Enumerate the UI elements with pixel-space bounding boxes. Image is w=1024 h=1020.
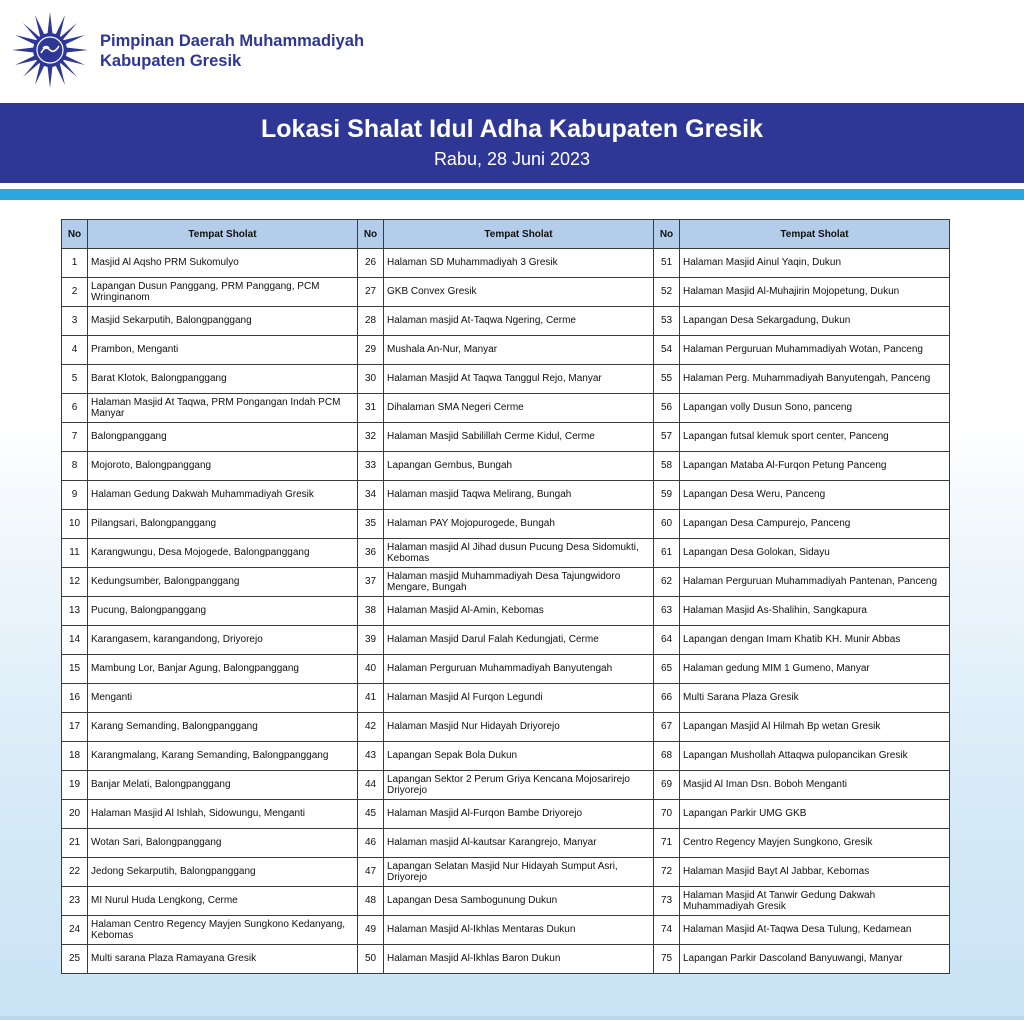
row-number: 74 xyxy=(654,916,680,945)
prayer-location: Halaman Masjid Ainul Yaqin, Dukun xyxy=(680,249,950,278)
table-row xyxy=(62,481,950,510)
prayer-location: Halaman Masjid Al-Furqon Bambe Driyorejo xyxy=(384,800,654,829)
table-row xyxy=(62,336,950,365)
table-row xyxy=(62,452,950,481)
row-number: 11 xyxy=(62,539,88,568)
prayer-location: Lapangan Mushollah Attaqwa pulopancikan Gresik xyxy=(680,742,950,771)
prayer-location: Lapangan Gembus, Bungah xyxy=(384,452,654,481)
prayer-location: Halaman Centro Regency Mayjen Sungkono Kedanyang, Kebomas xyxy=(88,916,358,945)
row-number: 27 xyxy=(358,278,384,307)
table-row xyxy=(62,307,950,336)
row-number: 66 xyxy=(654,684,680,713)
row-number: 65 xyxy=(654,655,680,684)
table-body xyxy=(62,249,950,974)
row-number: 38 xyxy=(358,597,384,626)
row-number: 8 xyxy=(62,452,88,481)
row-number: 7 xyxy=(62,423,88,452)
row-number: 60 xyxy=(654,510,680,539)
row-number: 39 xyxy=(358,626,384,655)
column-header-place: Tempat Sholat xyxy=(88,220,358,249)
prayer-location: Karangwungu, Desa Mojogede, Balongpanggang xyxy=(88,539,358,568)
prayer-location: Menganti xyxy=(88,684,358,713)
column-header-no: No xyxy=(654,220,680,249)
prayer-location: Halaman Perguruan Muhammadiyah Wotan, Panceng xyxy=(680,336,950,365)
prayer-location: Lapangan Desa Campurejo, Panceng xyxy=(680,510,950,539)
prayer-location: Pucung, Balongpanggang xyxy=(88,597,358,626)
row-number: 32 xyxy=(358,423,384,452)
prayer-location: Kedungsumber, Balongpanggang xyxy=(88,568,358,597)
column-header-no: No xyxy=(62,220,88,249)
prayer-location: Karangmalang, Karang Semanding, Balongpanggang xyxy=(88,742,358,771)
row-number: 40 xyxy=(358,655,384,684)
prayer-location: Karang Semanding, Balongpanggang xyxy=(88,713,358,742)
table-row xyxy=(62,278,950,307)
table-row xyxy=(62,713,950,742)
row-number: 62 xyxy=(654,568,680,597)
prayer-location: Multi Sarana Plaza Gresik xyxy=(680,684,950,713)
organization-name xyxy=(100,31,364,71)
table-row xyxy=(62,568,950,597)
row-number: 30 xyxy=(358,365,384,394)
table-row xyxy=(62,423,950,452)
row-number: 37 xyxy=(358,568,384,597)
prayer-location: Wotan Sari, Balongpanggang xyxy=(88,829,358,858)
row-number: 64 xyxy=(654,626,680,655)
prayer-location: Lapangan dengan Imam Khatib KH. Munir Abbas xyxy=(680,626,950,655)
location-table xyxy=(61,219,950,974)
row-number: 35 xyxy=(358,510,384,539)
row-number: 29 xyxy=(358,336,384,365)
prayer-location: Masjid Sekarputih, Balongpanggang xyxy=(88,307,358,336)
prayer-location: Lapangan Desa Golokan, Sidayu xyxy=(680,539,950,568)
prayer-location: Masjid Al Iman Dsn. Boboh Menganti xyxy=(680,771,950,800)
prayer-location: Lapangan Dusun Panggang, PRM Panggang, PCM Wringinanom xyxy=(88,278,358,307)
table-row xyxy=(62,626,950,655)
row-number: 22 xyxy=(62,858,88,887)
prayer-location: Halaman masjid Muhammadiyah Desa Tajungwidoro Mengare, Bungah xyxy=(384,568,654,597)
prayer-location: Karangasem, karangandong, Driyorejo xyxy=(88,626,358,655)
prayer-location: Halaman Masjid As-Shalihin, Sangkapura xyxy=(680,597,950,626)
prayer-location: Halaman PAY Mojopurogede, Bungah xyxy=(384,510,654,539)
row-number: 45 xyxy=(358,800,384,829)
table-row xyxy=(62,945,950,974)
prayer-location: Masjid Al Aqsho PRM Sukomulyo xyxy=(88,249,358,278)
row-number: 6 xyxy=(62,394,88,423)
row-number: 70 xyxy=(654,800,680,829)
row-number: 44 xyxy=(358,771,384,800)
org-line-1: Pimpinan Daerah Muhammadiyah xyxy=(100,32,365,50)
row-number: 13 xyxy=(62,597,88,626)
row-number: 72 xyxy=(654,858,680,887)
prayer-location: Dihalaman SMA Negeri Cerme xyxy=(384,394,654,423)
prayer-location: Multi sarana Plaza Ramayana Gresik xyxy=(88,945,358,974)
row-number: 24 xyxy=(62,916,88,945)
prayer-location: Halaman gedung MIM 1 Gumeno, Manyar xyxy=(680,655,950,684)
prayer-location: Halaman masjid Al Jihad dusun Pucung Desa Sidomukti, Kebomas xyxy=(384,539,654,568)
accent-stripe xyxy=(0,189,1024,200)
prayer-location: Banjar Melati, Balongpanggang xyxy=(88,771,358,800)
row-number: 34 xyxy=(358,481,384,510)
row-number: 71 xyxy=(654,829,680,858)
prayer-location: Pilangsari, Balongpanggang xyxy=(88,510,358,539)
header xyxy=(0,0,1024,103)
prayer-location: Mambung Lor, Banjar Agung, Balongpanggang xyxy=(88,655,358,684)
column-header-place: Tempat Sholat xyxy=(680,220,950,249)
row-number: 5 xyxy=(62,365,88,394)
row-number: 25 xyxy=(62,945,88,974)
row-number: 73 xyxy=(654,887,680,916)
table-row xyxy=(62,771,950,800)
row-number: 9 xyxy=(62,481,88,510)
prayer-location: Halaman masjid Al-kautsar Karangrejo, Manyar xyxy=(384,829,654,858)
row-number: 61 xyxy=(654,539,680,568)
table-row xyxy=(62,655,950,684)
page-title: Lokasi Shalat Idul Adha Kabupaten Gresik xyxy=(261,115,763,143)
row-number: 67 xyxy=(654,713,680,742)
table-row xyxy=(62,829,950,858)
prayer-location: Halaman Masjid Al Ishlah, Sidowungu, Menganti xyxy=(88,800,358,829)
prayer-location: Lapangan Masjid Al Hilmah Bp wetan Gresik xyxy=(680,713,950,742)
prayer-location: Lapangan futsal klemuk sport center, Panceng xyxy=(680,423,950,452)
row-number: 1 xyxy=(62,249,88,278)
row-number: 19 xyxy=(62,771,88,800)
table-row xyxy=(62,858,950,887)
row-number: 20 xyxy=(62,800,88,829)
table-row xyxy=(62,597,950,626)
table-row xyxy=(62,684,950,713)
column-header-no: No xyxy=(358,220,384,249)
row-number: 59 xyxy=(654,481,680,510)
row-number: 36 xyxy=(358,539,384,568)
bottom-divider xyxy=(0,1016,1024,1020)
prayer-location: Halaman Masjid At-Taqwa Desa Tulung, Kedamean xyxy=(680,916,950,945)
row-number: 43 xyxy=(358,742,384,771)
prayer-location: Lapangan volly Dusun Sono, panceng xyxy=(680,394,950,423)
prayer-location: Barat Klotok, Balongpanggang xyxy=(88,365,358,394)
prayer-location: Lapangan Desa Sekargadung, Dukun xyxy=(680,307,950,336)
prayer-location: GKB Convex Gresik xyxy=(384,278,654,307)
row-number: 4 xyxy=(62,336,88,365)
row-number: 51 xyxy=(654,249,680,278)
row-number: 21 xyxy=(62,829,88,858)
prayer-location: Balongpanggang xyxy=(88,423,358,452)
table-row xyxy=(62,539,950,568)
prayer-location: Halaman Perguruan Muhammadiyah Pantenan, Panceng xyxy=(680,568,950,597)
row-number: 33 xyxy=(358,452,384,481)
prayer-location: Halaman Perg. Muhammadiyah Banyutengah, Panceng xyxy=(680,365,950,394)
row-number: 54 xyxy=(654,336,680,365)
row-number: 57 xyxy=(654,423,680,452)
event-date: Rabu, 28 Juni 2023 xyxy=(433,149,591,169)
row-number: 42 xyxy=(358,713,384,742)
row-number: 31 xyxy=(358,394,384,423)
prayer-location: Lapangan Selatan Masjid Nur Hidayah Sumput Asri, Driyorejo xyxy=(384,858,654,887)
row-number: 16 xyxy=(62,684,88,713)
prayer-location: Prambon, Menganti xyxy=(88,336,358,365)
row-number: 28 xyxy=(358,307,384,336)
prayer-location: Halaman Masjid Al Furqon Legundi xyxy=(384,684,654,713)
row-number: 15 xyxy=(62,655,88,684)
prayer-location: Halaman Masjid Al-Amin, Kebomas xyxy=(384,597,654,626)
row-number: 48 xyxy=(358,887,384,916)
prayer-location: Mojoroto, Balongpanggang xyxy=(88,452,358,481)
prayer-location: Halaman SD Muhammadiyah 3 Gresik xyxy=(384,249,654,278)
prayer-location: Halaman Masjid Al-Muhajirin Mojopetung, Dukun xyxy=(680,278,950,307)
row-number: 46 xyxy=(358,829,384,858)
table-row xyxy=(62,887,950,916)
title-banner xyxy=(0,103,1024,183)
table-row xyxy=(62,916,950,945)
prayer-location: Halaman Masjid Bayt Al Jabbar, Kebomas xyxy=(680,858,950,887)
row-number: 23 xyxy=(62,887,88,916)
prayer-location: Halaman masjid At-Taqwa Ngering, Cerme xyxy=(384,307,654,336)
prayer-location: Halaman Masjid Nur Hidayah Driyorejo xyxy=(384,713,654,742)
row-number: 53 xyxy=(654,307,680,336)
prayer-location: Lapangan Sepak Bola Dukun xyxy=(384,742,654,771)
row-number: 18 xyxy=(62,742,88,771)
prayer-location: Halaman Gedung Dakwah Muhammadiyah Gresik xyxy=(88,481,358,510)
table-row xyxy=(62,394,950,423)
prayer-location: Jedong Sekarputih, Balongpanggang xyxy=(88,858,358,887)
prayer-location: Halaman Perguruan Muhammadiyah Banyutengah xyxy=(384,655,654,684)
prayer-location: Halaman Masjid At Taqwa, PRM Pongangan Indah PCM Manyar xyxy=(88,394,358,423)
row-number: 68 xyxy=(654,742,680,771)
row-number: 17 xyxy=(62,713,88,742)
prayer-location: Lapangan Desa Sambogunung Dukun xyxy=(384,887,654,916)
row-number: 56 xyxy=(654,394,680,423)
row-number: 12 xyxy=(62,568,88,597)
row-number: 69 xyxy=(654,771,680,800)
prayer-location: Halaman Masjid At Taqwa Tanggul Rejo, Manyar xyxy=(384,365,654,394)
prayer-location: Lapangan Parkir Dascoland Banyuwangi, Manyar xyxy=(680,945,950,974)
table-row xyxy=(62,742,950,771)
row-number: 14 xyxy=(62,626,88,655)
prayer-location: Halaman masjid Taqwa Melirang, Bungah xyxy=(384,481,654,510)
row-number: 26 xyxy=(358,249,384,278)
prayer-location: Halaman Masjid Sabilillah Cerme Kidul, Cerme xyxy=(384,423,654,452)
row-number: 10 xyxy=(62,510,88,539)
row-number: 47 xyxy=(358,858,384,887)
prayer-location: Halaman Masjid Al-Ikhlas Mentaras Dukun xyxy=(384,916,654,945)
row-number: 52 xyxy=(654,278,680,307)
prayer-location: Lapangan Sektor 2 Perum Griya Kencana Mojosarirejo Driyorejo xyxy=(384,771,654,800)
table-row xyxy=(62,365,950,394)
prayer-location: Lapangan Mataba Al-Furqon Petung Panceng xyxy=(680,452,950,481)
prayer-location: Mushala An-Nur, Manyar xyxy=(384,336,654,365)
column-header-place: Tempat Sholat xyxy=(384,220,654,249)
prayer-location: MI Nurul Huda Lengkong, Cerme xyxy=(88,887,358,916)
row-number: 49 xyxy=(358,916,384,945)
table-row xyxy=(62,249,950,278)
prayer-location: Lapangan Parkir UMG GKB xyxy=(680,800,950,829)
row-number: 58 xyxy=(654,452,680,481)
row-number: 63 xyxy=(654,597,680,626)
prayer-location: Halaman Masjid Al-Ikhlas Baron Dukun xyxy=(384,945,654,974)
row-number: 55 xyxy=(654,365,680,394)
table-header-row xyxy=(62,220,950,249)
table-row xyxy=(62,510,950,539)
prayer-location: Centro Regency Mayjen Sungkono, Gresik xyxy=(680,829,950,858)
prayer-location: Lapangan Desa Weru, Panceng xyxy=(680,481,950,510)
row-number: 3 xyxy=(62,307,88,336)
row-number: 2 xyxy=(62,278,88,307)
prayer-location: Halaman Masjid Darul Falah Kedungjati, Cerme xyxy=(384,626,654,655)
org-line-2: Kabupaten Gresik xyxy=(100,52,242,70)
table-row xyxy=(62,800,950,829)
row-number: 41 xyxy=(358,684,384,713)
prayer-location: Halaman Masjid At Tanwir Gedung Dakwah Muhammadiyah Gresik xyxy=(680,887,950,916)
row-number: 50 xyxy=(358,945,384,974)
muhammadiyah-sun-logo-icon xyxy=(10,10,90,90)
row-number: 75 xyxy=(654,945,680,974)
